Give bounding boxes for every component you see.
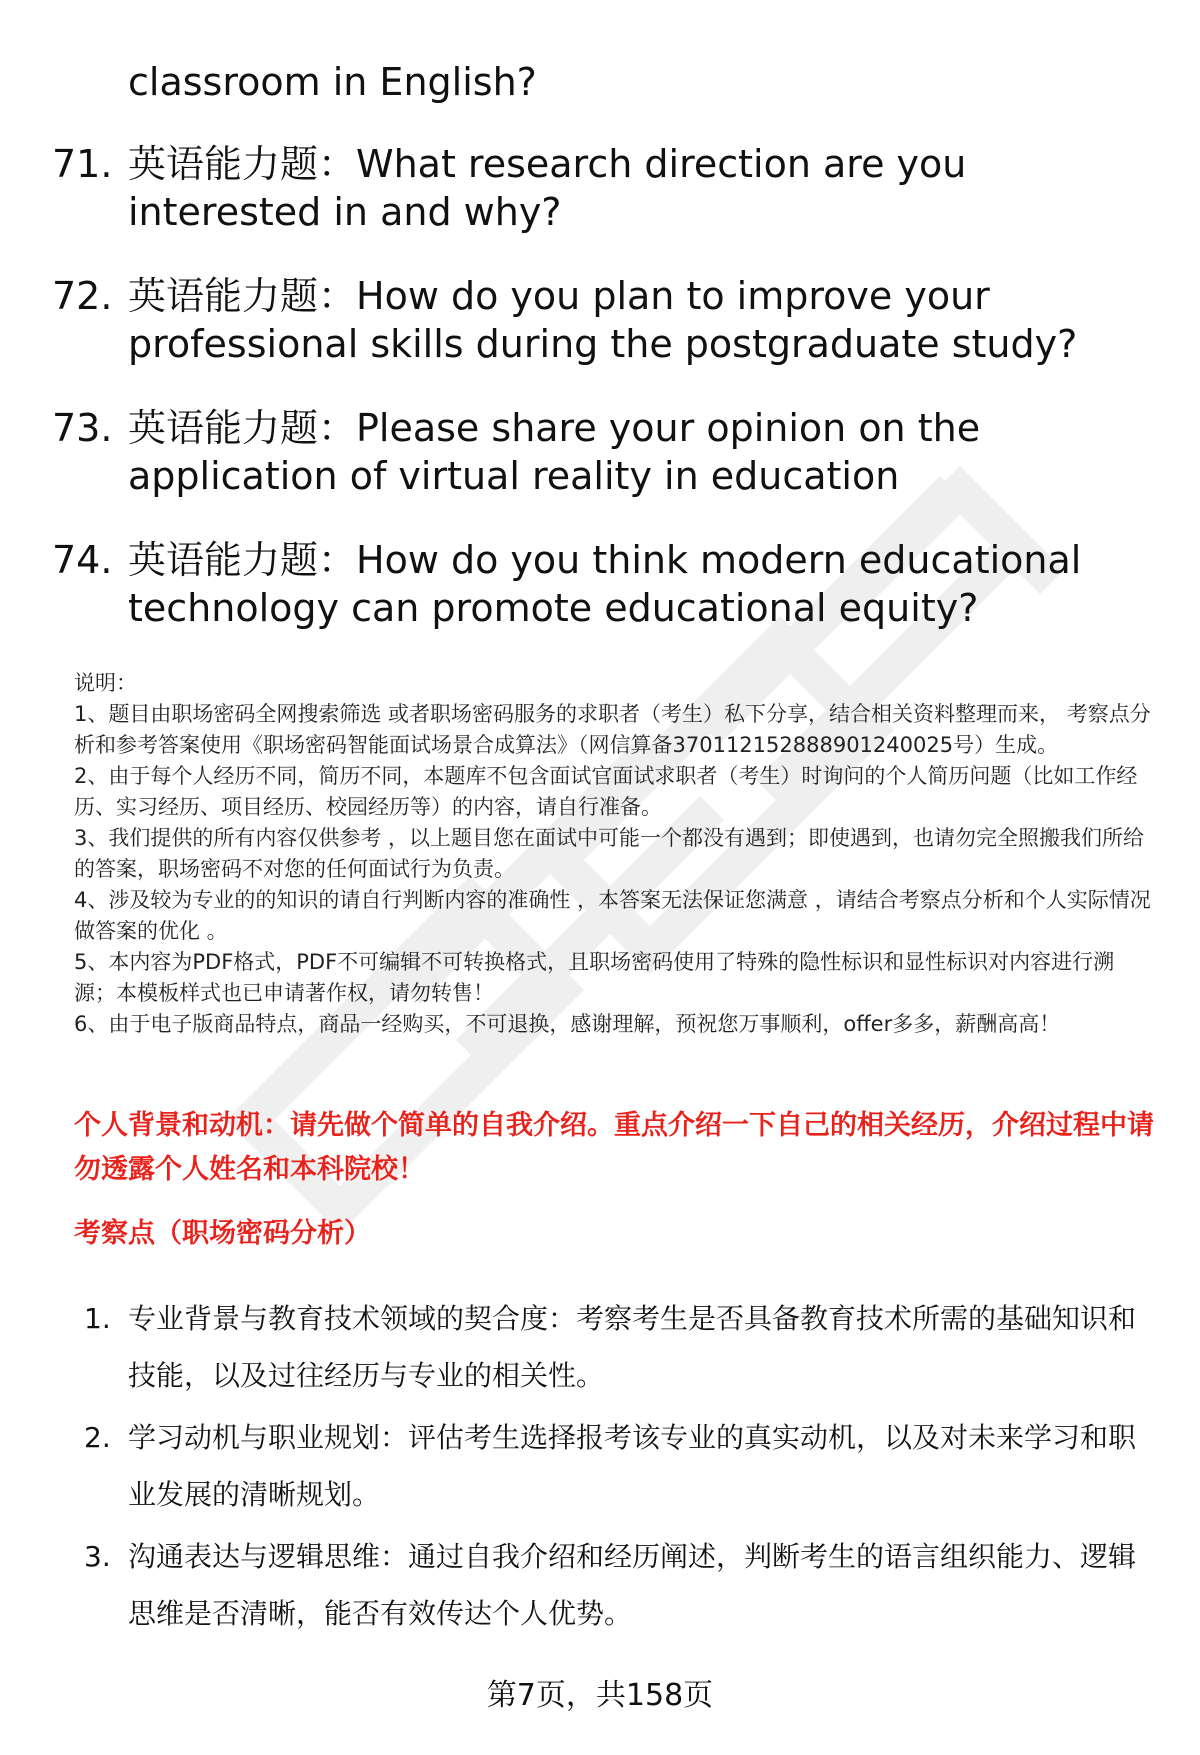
notes-title: 说明： (74, 671, 137, 695)
points-heading: 考察点（职场密码分析） (74, 1218, 371, 1249)
question-text: 英语能力题：How do you think modern educational technology can promote educational equity? (128, 538, 1082, 630)
point-text: 学习动机与职业规划：评估考生选择报考该专业的真实动机，以及对未来学习和职业发展的清晰规划。 (128, 1421, 1137, 1511)
point-text: 沟通表达与逻辑思维：通过自我介绍和经历阐述，判断考生的语言组织能力、逻辑思维是否清晰，能否有效传达个人优势。 (128, 1540, 1137, 1630)
disclaimer-notes (74, 668, 1154, 1040)
page-footer: 第7页，共158页 (486, 1678, 714, 1713)
question-item (52, 536, 1162, 632)
point-number: 2. (84, 1421, 111, 1454)
assessment-point (84, 1409, 1154, 1523)
question-number: 74. (52, 538, 113, 582)
assessment-point (84, 1290, 1154, 1404)
section-heading: 个人背景和动机：请先做个简单的自我介绍。重点介绍一下自己的相关经历，介绍过程中请勿透露个人姓名和本科院校！ (74, 1110, 1154, 1185)
question-text: 英语能力题：Please share your opinion on the application of virtual reality in education (128, 406, 981, 498)
question-list (52, 140, 1162, 668)
point-text: 专业背景与教育技术领域的契合度：考察考生是否具备教育技术所需的基础知识和技能，以及过往经历与专业的相关性。 (128, 1302, 1137, 1392)
question-number: 73. (52, 406, 113, 450)
question-number: 71. (52, 142, 113, 186)
point-number: 1. (84, 1302, 111, 1335)
question-number: 72. (52, 274, 113, 318)
note-item: 3、我们提供的所有内容仅供参考 ，以上题目您在面试中可能一个都没有遇到；即使遇到，也请勿完全照搬我们所给的答案，职场密码不对您的任何面试行为负责。 (74, 826, 1145, 881)
question-text: 英语能力题：What research direction are you interested in and why? (128, 142, 967, 234)
note-item: 2、由于每个人经历不同，简历不同，本题库不包含面试官面试求职者（考生）时询问的个人简历问题（比如工作经历、实习经历、项目经历、校园经历等）的内容，请自行准备。 (74, 764, 1138, 819)
assessment-points-list (84, 1290, 1154, 1647)
question-item (52, 272, 1162, 368)
question-item (52, 404, 1162, 500)
note-item: 6、由于电子版商品特点，商品一经购买，不可退换，感谢理解，预祝您万事顺利，offer多多，薪酬高高！ (74, 1012, 1061, 1036)
point-number: 3. (84, 1540, 111, 1573)
assessment-point (84, 1528, 1154, 1642)
note-item: 1、题目由职场密码全网搜索筛选 或者职场密码服务的求职者（考生）私下分享，结合相关资料整理而来， 考察点分析和参考答案使用《职场密码智能面试场景合成算法》（网信算备370112152888901240025号）生成。 (74, 702, 1151, 757)
question-item (52, 140, 1162, 236)
note-item: 5、本内容为PDF格式，PDF不可编辑不可转换格式，且职场密码使用了特殊的隐性标识和显性标识对内容进行溯源；本模板样式也已申请著作权，请勿转售！ (74, 950, 1115, 1005)
question-text: 英语能力题：How do you plan to improve your professional skills during the postgraduate study? (128, 274, 1078, 366)
question-continuation: classroom in English? (128, 60, 537, 104)
note-item: 4、涉及较为专业的的知识的请自行判断内容的准确性 ，本答案无法保证您满意 ，请结合考察点分析和个人实际情况做答案的优化 。 (74, 888, 1151, 943)
